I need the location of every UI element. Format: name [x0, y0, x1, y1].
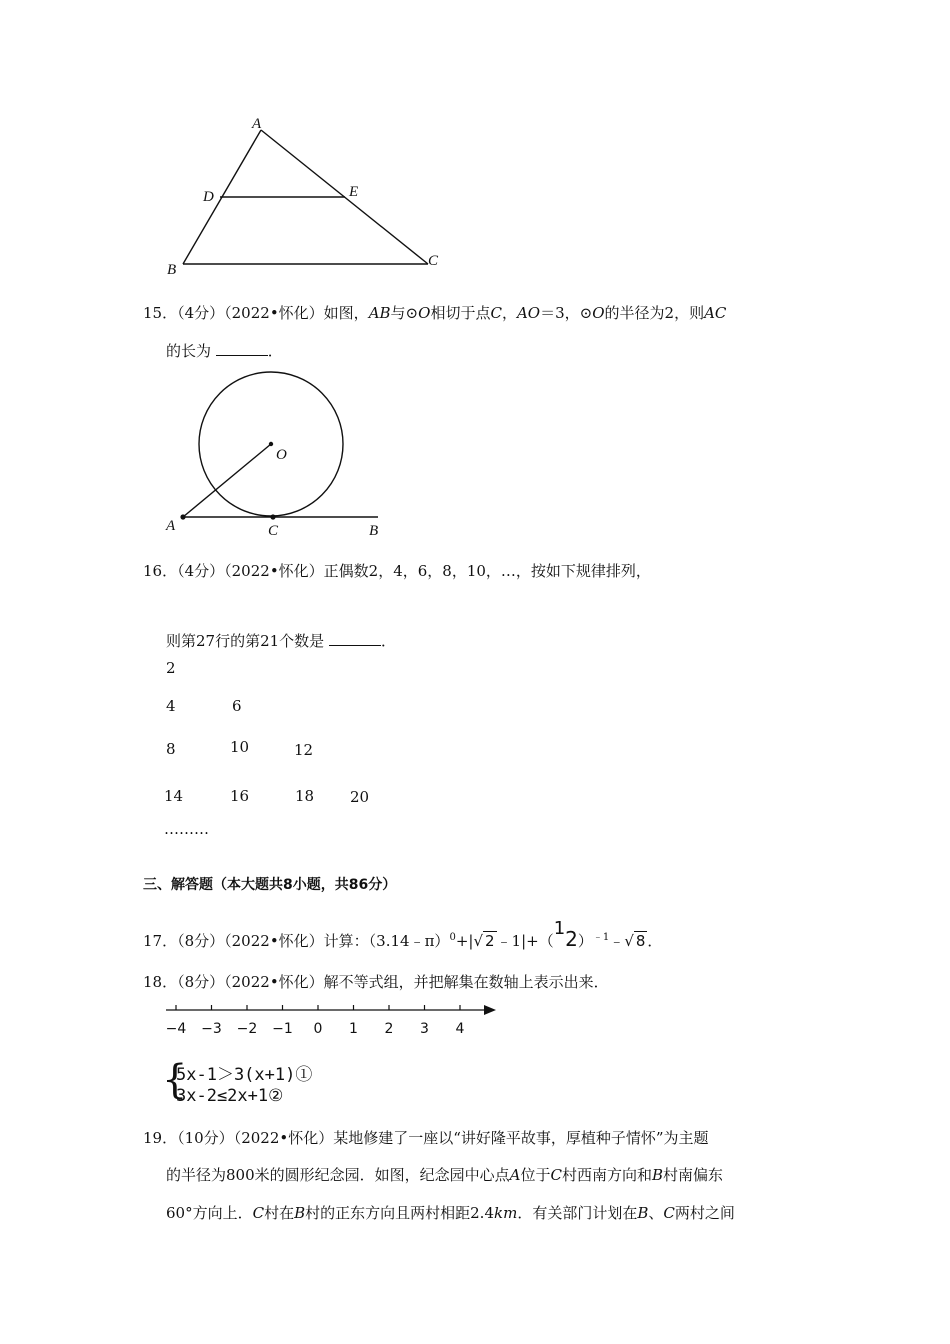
- q17-fraction: [554, 918, 565, 939]
- q19-line2a: 的半径为800米的圆形纪念园．如图，纪念园中心点: [166, 1166, 510, 1184]
- q17-minus: ﹣: [609, 932, 625, 950]
- q15-o1: O: [418, 304, 431, 322]
- q16-number: 16．: [143, 562, 178, 580]
- point-o: [269, 442, 273, 446]
- q17-exp-neg1: ﹣1: [592, 932, 610, 943]
- q15-text-f: 的半径为2，则: [604, 304, 705, 322]
- segment-ao: [183, 444, 271, 517]
- q15-ao: AO: [516, 304, 541, 322]
- axis-tick-label: 2: [384, 1021, 394, 1037]
- q19-line1: [143, 1127, 709, 1148]
- question-17: [143, 917, 663, 953]
- q17-frac-num: 1: [553, 917, 566, 939]
- q17-frac-den: 2: [565, 927, 578, 951]
- q18-line1: [143, 971, 609, 992]
- q19-a: A: [509, 1166, 521, 1184]
- q19-km: km: [493, 1204, 518, 1222]
- label-o: O: [276, 447, 287, 463]
- q16-source: （2022•怀化）: [224, 562, 324, 580]
- axis-tick-label: 3: [420, 1021, 429, 1037]
- q19-line3e: 、: [648, 1204, 664, 1222]
- q15-score: （4分）: [177, 304, 225, 322]
- q15-line1: [143, 302, 726, 323]
- q16-answer-blank[interactable]: [329, 633, 381, 646]
- section-3-title: 三、解答题（本大题共8小题，共86分）: [143, 877, 397, 893]
- q15-ac: AC: [704, 304, 727, 322]
- q16-score: （4分）: [177, 562, 225, 580]
- radical-icon: √: [473, 932, 483, 950]
- row4-num1: 14: [164, 787, 184, 805]
- label-a: A: [166, 518, 176, 534]
- q19-c2: C: [252, 1204, 265, 1222]
- row3-num2: 10: [230, 738, 250, 756]
- q15-o2: O: [592, 304, 605, 322]
- q16-text: 正偶数2，4，6，8，10，…，按如下规律排列，: [323, 562, 651, 580]
- axis-tick-label: 4: [455, 1021, 465, 1037]
- circle-figure: [160, 365, 400, 545]
- q19-line1-text: 某地修建了一座以“讲好隆平故事，厚植种子情怀”为主题: [333, 1129, 709, 1147]
- row4-num4: 20: [350, 788, 370, 806]
- q19-number: 19．: [143, 1129, 178, 1147]
- q19-source: （2022•怀化）: [233, 1129, 334, 1147]
- triangle-figure: [160, 110, 460, 280]
- q19-line3d: ．有关部门计划在: [517, 1204, 638, 1222]
- point-a: [180, 514, 185, 519]
- q18-source: （2022•怀化）: [224, 973, 324, 991]
- q15-ab: AB: [368, 304, 391, 322]
- q19-b3: B: [637, 1204, 649, 1222]
- q18-text: 解不等式组，并把解集在数轴上表示出来．: [323, 973, 609, 991]
- q15-text-b: 与⊙: [390, 304, 419, 322]
- axis-tick-label: −4: [165, 1021, 187, 1037]
- q17-plus-abs: +|: [455, 932, 474, 950]
- axis-tick-label: −3: [201, 1021, 222, 1037]
- q17-number: 17．: [143, 932, 178, 950]
- label-b: B: [167, 262, 177, 278]
- axis-tick-label: −1: [272, 1021, 293, 1037]
- inequality-1: 5x-1＞3(x+1)①: [176, 1065, 313, 1085]
- row1-num1: 2: [166, 659, 176, 677]
- q15-end: ．: [267, 342, 283, 360]
- q15-source: （2022•怀化）: [224, 304, 324, 322]
- q18-number: 18．: [143, 973, 178, 991]
- q15-line2-text: 的长为: [166, 342, 212, 360]
- q17-sqrt8: 8: [635, 932, 646, 950]
- row4-num2: 16: [230, 787, 250, 805]
- row2-num2: 6: [232, 697, 242, 715]
- q19-line3f: 两村之间: [674, 1204, 735, 1222]
- q15-number: 15．: [143, 304, 178, 322]
- q16-line2: [166, 630, 396, 651]
- label-e: E: [349, 184, 359, 200]
- q17-text: 计算：（3.14﹣π）: [323, 932, 450, 950]
- q19-line2: [166, 1164, 723, 1185]
- continuation-dots: ………: [164, 820, 209, 838]
- q19-c1: C: [550, 1166, 562, 1184]
- q17-exp0: 0: [449, 932, 456, 943]
- label-a: A: [252, 116, 262, 132]
- brace-icon: {: [162, 1057, 188, 1103]
- q19-line2d: 村南偏东: [663, 1166, 724, 1184]
- q16-line2-text: 则第27行的第21个数是: [166, 632, 325, 650]
- row3-num3: 12: [294, 741, 314, 759]
- q19-score: （10分）: [177, 1129, 234, 1147]
- q15-text-c: 相切于点: [430, 304, 491, 322]
- axis-arrow-icon: [484, 1005, 496, 1015]
- q17-score: （8分）: [177, 932, 225, 950]
- q17-sqrt2: 2: [485, 932, 495, 950]
- q15-answer-blank[interactable]: [216, 343, 268, 356]
- q19-c3: C: [663, 1204, 675, 1222]
- label-b: B: [369, 523, 379, 539]
- q19-line3c: 村的正东方向且两村相距2.4: [305, 1204, 494, 1222]
- label-d: D: [203, 189, 214, 205]
- axis-tick-label: 0: [313, 1021, 323, 1037]
- q15-text-a: 如图，: [323, 304, 369, 322]
- q19-line2c: 村西南方向和: [561, 1166, 652, 1184]
- label-c: C: [268, 523, 279, 539]
- row2-num1: 4: [166, 697, 176, 715]
- point-c: [270, 514, 275, 519]
- q16-line1: [143, 560, 651, 581]
- q19-line3: [166, 1202, 735, 1223]
- q15-c: C: [490, 304, 502, 322]
- row4-num3: 18: [295, 787, 315, 805]
- q17-end: ．: [647, 932, 663, 950]
- q19-b2: B: [294, 1204, 306, 1222]
- axis-tick-label: 1: [349, 1021, 358, 1037]
- inequality-2: 3x-2≤2x+1②: [176, 1086, 284, 1106]
- q19-b1: B: [652, 1166, 664, 1184]
- q18-score: （8分）: [177, 973, 225, 991]
- q17-close: ）: [577, 932, 593, 950]
- radical-icon: √: [624, 932, 634, 950]
- row3-num1: 8: [166, 740, 176, 758]
- q15-line2: [166, 340, 283, 361]
- number-line: [160, 1000, 505, 1042]
- q15-text-e: ＝3，⊙: [540, 304, 593, 322]
- q17-minus1: ﹣1|+（: [496, 932, 554, 950]
- q15-text-d: ，: [501, 304, 517, 322]
- q17-source: （2022•怀化）: [224, 932, 324, 950]
- q19-line3b: 村在: [264, 1204, 295, 1222]
- q19-line3a: 60°方向上．: [166, 1204, 253, 1222]
- q19-line2b: 位于: [520, 1166, 551, 1184]
- label-c: C: [428, 253, 439, 269]
- axis-tick-label: −2: [236, 1021, 258, 1037]
- q16-end: ．: [380, 632, 396, 650]
